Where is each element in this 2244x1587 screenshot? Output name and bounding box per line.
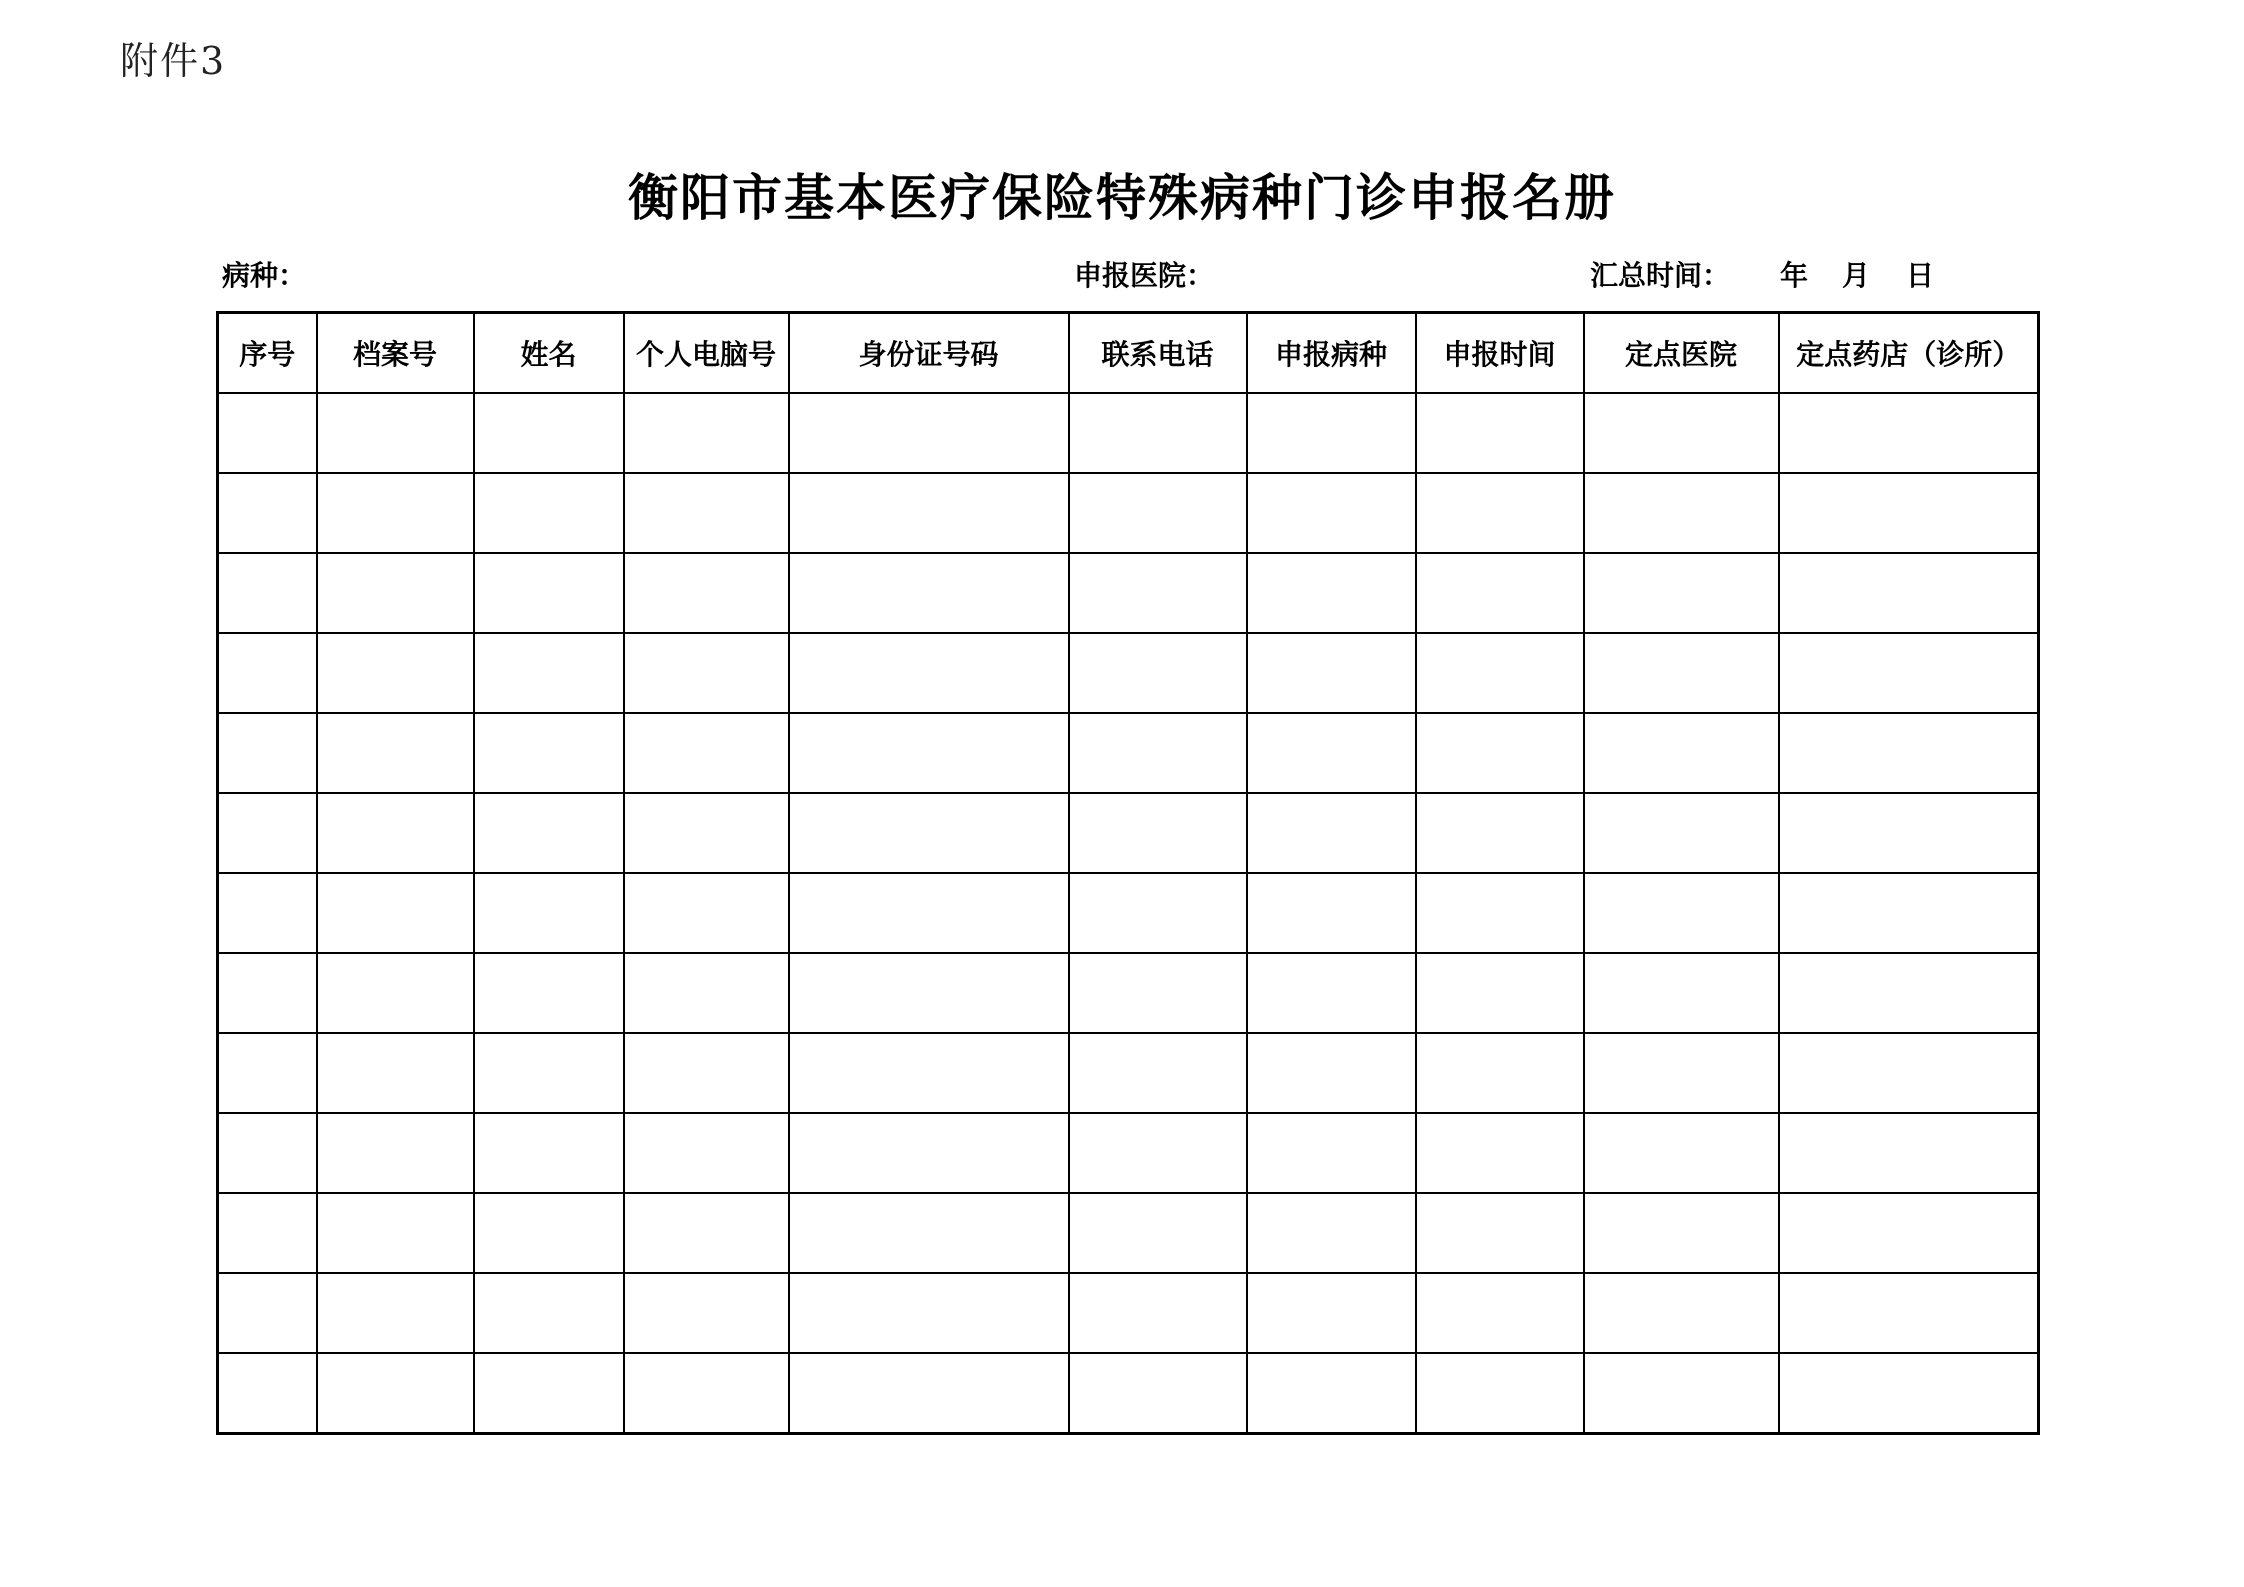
table-cell[interactable] <box>317 633 474 713</box>
month-label: 月 <box>1842 259 1871 292</box>
table-cell[interactable] <box>1584 1273 1779 1353</box>
table-row <box>218 553 2039 633</box>
attachment-label: 附件3 <box>120 39 227 83</box>
table-cell[interactable] <box>474 553 624 633</box>
table-row <box>218 473 2039 553</box>
table-cell[interactable] <box>218 1193 317 1273</box>
table-cell[interactable] <box>317 1273 474 1353</box>
table-cell[interactable] <box>1416 1113 1584 1193</box>
table-cell[interactable] <box>317 953 474 1033</box>
table-cell[interactable] <box>789 633 1069 713</box>
header-designated-pharmacy: 定点药店（诊所） <box>1779 313 2039 394</box>
table-cell[interactable] <box>1416 393 1584 473</box>
table-cell[interactable] <box>1247 473 1416 553</box>
table-cell[interactable] <box>1069 553 1247 633</box>
table-cell[interactable] <box>1779 1193 2039 1273</box>
table-cell[interactable] <box>218 873 317 953</box>
table-cell[interactable] <box>1247 393 1416 473</box>
table-cell[interactable] <box>1584 1193 1779 1273</box>
table-cell[interactable] <box>789 1273 1069 1353</box>
table-cell[interactable] <box>1779 793 2039 873</box>
table-cell[interactable] <box>789 1353 1069 1434</box>
table-cell[interactable] <box>1247 1273 1416 1353</box>
table-cell[interactable] <box>1247 713 1416 793</box>
table-cell[interactable] <box>474 713 624 793</box>
table-cell[interactable] <box>317 1193 474 1273</box>
table-cell[interactable] <box>1069 633 1247 713</box>
table-cell[interactable] <box>789 473 1069 553</box>
table-cell[interactable] <box>218 553 317 633</box>
table-cell[interactable] <box>1584 633 1779 713</box>
table-cell[interactable] <box>624 1193 789 1273</box>
disease-label: 病种： <box>222 259 307 292</box>
table-cell[interactable] <box>1247 633 1416 713</box>
table-cell[interactable] <box>1779 1033 2039 1113</box>
table-cell[interactable] <box>1247 953 1416 1033</box>
table-cell[interactable] <box>1779 953 2039 1033</box>
table-cell[interactable] <box>474 1033 624 1113</box>
table-cell[interactable] <box>624 873 789 953</box>
table-row <box>218 953 2039 1033</box>
table-row <box>218 1193 2039 1273</box>
table-cell[interactable] <box>1247 793 1416 873</box>
table-cell[interactable] <box>317 1113 474 1193</box>
table-cell[interactable] <box>1069 1353 1247 1434</box>
table-row <box>218 1353 2039 1434</box>
day-label: 日 <box>1906 259 1935 292</box>
header-phone: 联系电话 <box>1069 313 1247 394</box>
table-cell[interactable] <box>1416 633 1584 713</box>
table-cell[interactable] <box>218 713 317 793</box>
roster-table <box>216 311 2040 1435</box>
table-cell[interactable] <box>1247 1193 1416 1273</box>
table-row <box>218 1113 2039 1193</box>
table-cell[interactable] <box>1779 1273 2039 1353</box>
table-cell[interactable] <box>1069 1033 1247 1113</box>
table-cell[interactable] <box>624 953 789 1033</box>
table-cell[interactable] <box>624 793 789 873</box>
table-cell[interactable] <box>218 473 317 553</box>
table-cell[interactable] <box>1069 953 1247 1033</box>
year-label: 年 <box>1780 259 1809 292</box>
header-declared-disease: 申报病种 <box>1247 313 1416 394</box>
table-cell[interactable] <box>1069 1113 1247 1193</box>
table-cell[interactable] <box>1247 553 1416 633</box>
table-cell[interactable] <box>474 1353 624 1434</box>
table-cell[interactable] <box>474 473 624 553</box>
table-cell[interactable] <box>474 1273 624 1353</box>
table-row <box>218 793 2039 873</box>
table-cell[interactable] <box>1069 1193 1247 1273</box>
table-row <box>218 633 2039 713</box>
table-cell[interactable] <box>1584 873 1779 953</box>
table-cell[interactable] <box>1416 1353 1584 1434</box>
header-row <box>218 313 2039 394</box>
table-cell[interactable] <box>624 473 789 553</box>
table-row <box>218 873 2039 953</box>
table-cell[interactable] <box>317 393 474 473</box>
table-cell[interactable] <box>218 1113 317 1193</box>
table-cell[interactable] <box>474 393 624 473</box>
table-cell[interactable] <box>789 393 1069 473</box>
table-cell[interactable] <box>1779 713 2039 793</box>
table-cell[interactable] <box>1584 393 1779 473</box>
table-cell[interactable] <box>1779 473 2039 553</box>
table-cell[interactable] <box>474 953 624 1033</box>
table-cell[interactable] <box>789 1033 1069 1113</box>
table-row <box>218 393 2039 473</box>
table-cell[interactable] <box>474 1113 624 1193</box>
table-cell[interactable] <box>1069 1273 1247 1353</box>
table-cell[interactable] <box>218 1353 317 1434</box>
table-cell[interactable] <box>317 473 474 553</box>
header-personal-computer-number: 个人电脑号 <box>624 313 789 394</box>
table-cell[interactable] <box>1416 1193 1584 1273</box>
header-designated-hospital: 定点医院 <box>1584 313 1779 394</box>
table-cell[interactable] <box>1416 713 1584 793</box>
table-cell[interactable] <box>218 1033 317 1113</box>
table-cell[interactable] <box>1247 873 1416 953</box>
table-cell[interactable] <box>1584 953 1779 1033</box>
roster-body <box>218 393 2039 1434</box>
page-title: 衡阳市基本医疗保险特殊病种门诊申报名册 <box>628 168 1616 227</box>
table-cell[interactable] <box>624 713 789 793</box>
header-file-number: 档案号 <box>317 313 474 394</box>
table-cell[interactable] <box>474 633 624 713</box>
table-cell[interactable] <box>474 1193 624 1273</box>
table-cell[interactable] <box>789 553 1069 633</box>
table-cell[interactable] <box>1247 1113 1416 1193</box>
table-cell[interactable] <box>789 953 1069 1033</box>
table-cell[interactable] <box>789 793 1069 873</box>
table-cell[interactable] <box>317 873 474 953</box>
table-cell[interactable] <box>474 793 624 873</box>
header-name: 姓名 <box>474 313 624 394</box>
table-cell[interactable] <box>789 1193 1069 1273</box>
table-cell[interactable] <box>789 1113 1069 1193</box>
table-cell[interactable] <box>1069 793 1247 873</box>
table-cell[interactable] <box>624 393 789 473</box>
table-cell[interactable] <box>1779 873 2039 953</box>
table-cell[interactable] <box>1247 1033 1416 1113</box>
table-cell[interactable] <box>218 633 317 713</box>
table-cell[interactable] <box>1779 1353 2039 1434</box>
table-cell[interactable] <box>1069 713 1247 793</box>
table-cell[interactable] <box>1416 953 1584 1033</box>
table-cell[interactable] <box>624 1273 789 1353</box>
table-cell[interactable] <box>218 393 317 473</box>
table-cell[interactable] <box>317 713 474 793</box>
table-cell[interactable] <box>1584 1353 1779 1434</box>
table-cell[interactable] <box>1069 393 1247 473</box>
table-cell[interactable] <box>1416 873 1584 953</box>
table-cell[interactable] <box>1247 1353 1416 1434</box>
table-cell[interactable] <box>317 793 474 873</box>
table-cell[interactable] <box>789 713 1069 793</box>
hospital-label: 申报医院： <box>1074 259 1215 292</box>
header-declaration-time: 申报时间 <box>1416 313 1584 394</box>
table-cell[interactable] <box>1584 1113 1779 1193</box>
table-cell[interactable] <box>317 1033 474 1113</box>
table-cell[interactable] <box>1779 553 2039 633</box>
table-cell[interactable] <box>1416 473 1584 553</box>
table-cell[interactable] <box>1416 553 1584 633</box>
table-cell[interactable] <box>1416 793 1584 873</box>
table-row <box>218 1033 2039 1113</box>
table-cell[interactable] <box>1584 713 1779 793</box>
table-cell[interactable] <box>474 873 624 953</box>
table-cell[interactable] <box>1584 473 1779 553</box>
table-cell[interactable] <box>789 873 1069 953</box>
table-cell[interactable] <box>624 1353 789 1434</box>
table-cell[interactable] <box>624 1033 789 1113</box>
table-cell[interactable] <box>1779 393 2039 473</box>
header-id-number: 身份证号码 <box>789 313 1069 394</box>
table-cell[interactable] <box>317 1353 474 1434</box>
table-cell[interactable] <box>1416 1273 1584 1353</box>
table-cell[interactable] <box>218 793 317 873</box>
table-cell[interactable] <box>218 953 317 1033</box>
table-cell[interactable] <box>1584 553 1779 633</box>
summary-time-label: 汇总时间： <box>1590 259 1731 292</box>
table-cell[interactable] <box>624 633 789 713</box>
table-cell[interactable] <box>1069 873 1247 953</box>
header-serial-number: 序号 <box>218 313 317 394</box>
table-cell[interactable] <box>1584 793 1779 873</box>
table-cell[interactable] <box>218 1273 317 1353</box>
table-cell[interactable] <box>1584 1033 1779 1113</box>
table-cell[interactable] <box>317 553 474 633</box>
table-cell[interactable] <box>1779 633 2039 713</box>
table-cell[interactable] <box>1779 1113 2039 1193</box>
table-row <box>218 1273 2039 1353</box>
table-cell[interactable] <box>624 553 789 633</box>
table-cell[interactable] <box>1416 1033 1584 1113</box>
table-row <box>218 713 2039 793</box>
table-cell[interactable] <box>1069 473 1247 553</box>
table-cell[interactable] <box>624 1113 789 1193</box>
